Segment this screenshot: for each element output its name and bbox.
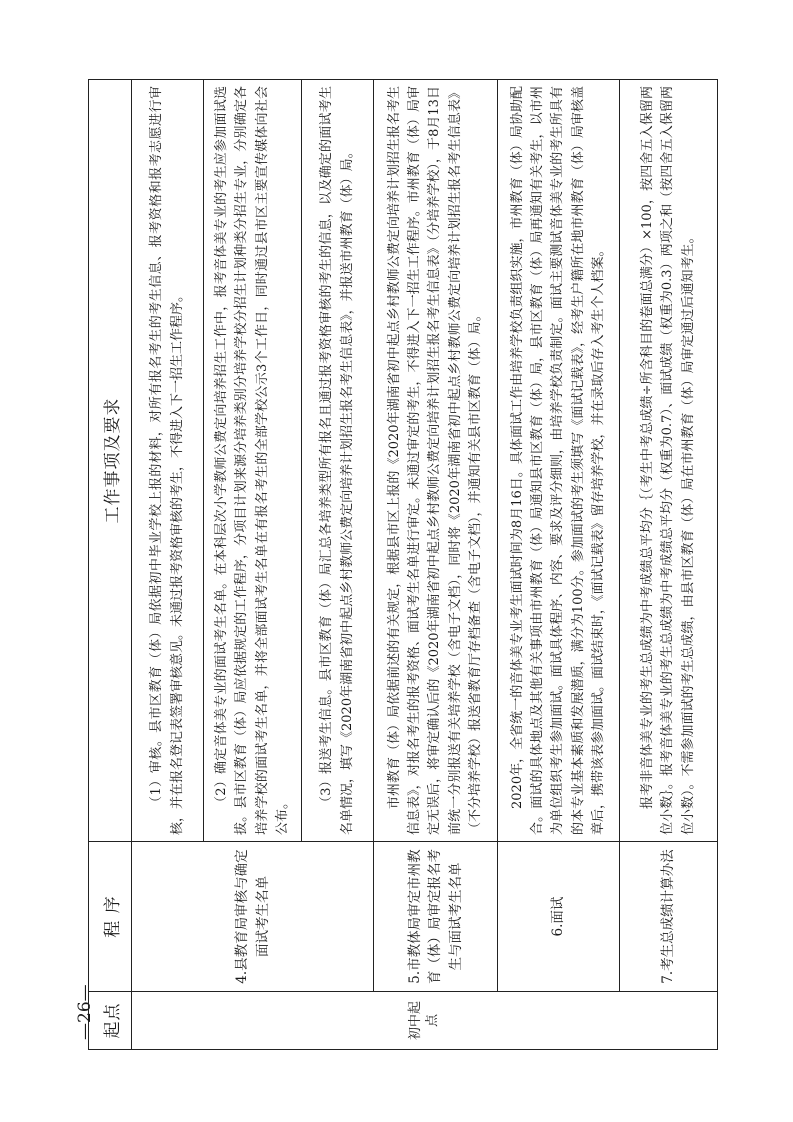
requirements-text: （3）报送考生信息。县市区教育（体）局汇总各培养类型所有报名且通过报考资格审核的考生的信息，以及确定的面试考生名单情况，填写《2020年湖南省初中起点乡村教师公费定向培养计划招生报名考生信息表》，并报送市州教育（体）局。 bbox=[319, 86, 355, 835]
rotated-document-sheet bbox=[88, 80, 712, 1050]
table-header-row bbox=[89, 80, 132, 1050]
requirements-cell bbox=[374, 80, 498, 842]
procedure-cell-4: 4.县教育局审核与确定面试考生名单 bbox=[132, 842, 374, 992]
requirements-cell bbox=[498, 80, 620, 842]
start-point-cell: 初中起点 bbox=[132, 992, 718, 1050]
requirements-cell bbox=[132, 80, 204, 842]
requirements-cell bbox=[620, 80, 718, 842]
procedure-cell-7: 7.考生总成绩计算办法 bbox=[620, 842, 718, 992]
table-row bbox=[498, 80, 620, 1050]
table-row bbox=[620, 80, 718, 1050]
procedure-cell-5: 5.市教体局审定市州教育（体）局审定报名考生与面试考生名单 bbox=[374, 842, 498, 992]
header-procedure: 程 序 bbox=[89, 842, 132, 992]
requirements-text: 市州教育（体）局依据前述的有关规定，根据县市区上报的《2020年湖南省初中起点乡村教师公费定向培养计划招生报名考生信息表》，对报名考生的报考资格、面试考生名单进行审定。未通过审定的考生，不得进入下一招生工作程序。市州教育（体）局审定无误后，将审定确认后的《2020年湖南省初中起点乡村教师公费定向培养计划招生报名考生信息表》（分培养学校），于8月13日前统一分别报送有关培养学校（含电子文档），同时将《2020年湖南省初中起点乡村教师公费定向培养计划招生报名考生信息表》（不分培养学校）报送省教育厅存档备查（含电子文档），并通知有关县市区教育（体）局。 bbox=[387, 86, 483, 835]
table-row bbox=[132, 80, 204, 1050]
procedure-table bbox=[88, 79, 718, 1050]
requirements-text: 2020年，全省统一的音体美专业考生面试时间为8月16日。具体面试工作由培养学校负责组织实施，市州教育（体）局协助配合。面试的具体地点及其他有关事项由市州教育（体）局通知县市区教育（体）局，县市区教育（体）局再通知有关考生，以市州为单位组织考生参加面试。面试具体程序、内容、要求及评分细则，由培养学校负责制定。面试主要测试音体美专业的考生所具有的本专业基本素质和发展潜质，满分为100分。参加面试的考生须填写《面试记载表》，经考生户籍所在地市州教育（体）局审核盖章后，携带该表参加面试。面试结束时，《面试记载表》留存培养学校，并在录取后存入考生个人档案。 bbox=[510, 86, 606, 835]
requirements-text: （2）确定音体美专业的面试考生名单。在本科层次小学教师公费定向培养招生工作中，报考音体美专业的考生应参加面试选拔。县市区教育（体）局应依据规定的工作程序，分项目计划来源分培养类别分培养学校分招生计划种类分招生专业，分别确定各培养学校的面试考生名单，并将全部面试考生名单在有报名考生的全部学校公示3个工作日，同时通过县市区主要宣传媒体向社会公布。 bbox=[214, 86, 290, 835]
header-requirements: 工作事项及要求 bbox=[89, 80, 132, 842]
table-row bbox=[374, 80, 498, 1050]
requirements-text: 报考非音体美专业的考生总成绩为中考成绩总平均分｛（考生中考总成绩÷所含科目的卷面总满分）×100，按四舍五入保留两位小数｝。报考音体美专业的考生总成绩为中考成绩总平均分（权重为0.7）、面试成绩（权重为0.3）两项之和（按四舍五入保留两位小数）。不需参加面试的考生总成绩，由县市区教育（体）局在市州教育（体）局审定通过后通知考生。 bbox=[640, 86, 696, 835]
page-number: —26— bbox=[75, 984, 95, 1040]
procedure-cell-6: 6.面试 bbox=[498, 842, 620, 992]
requirements-cell bbox=[204, 80, 302, 842]
requirements-text: （1）审核。县市区教育（体）局依据初中毕业学校上报的材料，对所有报名考生的考生信息、报考资格和报考志愿进行审核，并在报名登记表签署审核意见。未通过报考资格审核的考生，不得进入下一招生工作程序。 bbox=[149, 86, 185, 835]
requirements-cell bbox=[302, 80, 374, 842]
header-start: 起点 bbox=[89, 992, 132, 1050]
